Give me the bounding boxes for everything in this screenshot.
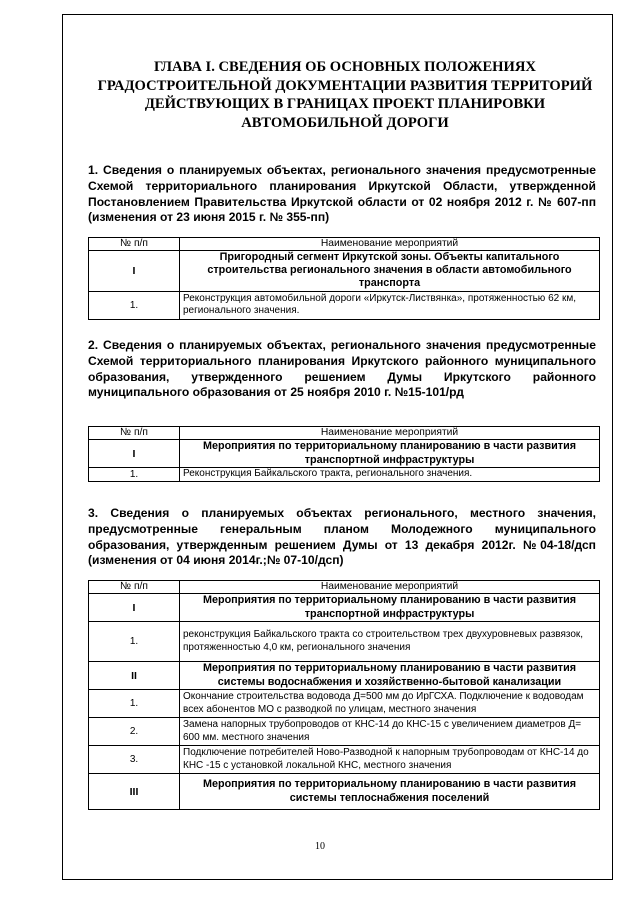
- table-row: [89, 291, 600, 319]
- row-text: Пригородный сегмент Иркутской зоны. Объекты капитального строительства регионального значения в области автомобильного транспорта: [180, 251, 600, 292]
- table-row: [89, 718, 600, 746]
- row-text: реконструкция Байкальского тракта со строительством трех двухуровневых развязок, протяженностью 4,0 км, регионального значения: [180, 622, 600, 662]
- table-row: [89, 690, 600, 718]
- row-text: Замена напорных трубопроводов от КНС-14 до КНС-15 с увеличением диаметров Д= 600 мм. местного значения: [180, 718, 600, 746]
- row-number: I: [89, 594, 180, 622]
- row-number: 1.: [89, 622, 180, 662]
- section-3-heading: 3. Сведения о планируемых объектах регионального, местного значения, предусмотренные генеральным планом Молодежного муниципального образования, утвержденным решением Думы от 13 декабря 2012г. №04-18/дсп (изменения от 04 июня 2014г.;№ 07-10/дсп): [88, 506, 596, 568]
- table-row: [89, 468, 600, 482]
- section-3-table: [88, 580, 600, 810]
- section-2-heading: 2. Сведения о планируемых объектах, регионального значения предусмотренные Схемой территориального планирования Иркутского районного муниципального образования, утвержденного решением Думы Иркутского районного муниципального образования от 25 ноября 2010 г. №15-101/рд: [88, 338, 596, 400]
- row-number: I: [89, 440, 180, 468]
- column-header-name: Наименование мероприятий: [180, 238, 600, 251]
- page-number: 10: [315, 841, 325, 852]
- table-header-row: [89, 581, 600, 594]
- table-row-group: [89, 594, 600, 622]
- table-header-row: [89, 427, 600, 440]
- section-1-heading: 1. Сведения о планируемых объектах, регионального значения предусмотренные Схемой территориального планирования Иркутской Области, утвержденной Постановлением Правительства Иркутской области от 02 ноября 2012 г. № 607-пп (изменения от 23 июня 2015 г. № 355-пп): [88, 163, 596, 225]
- section-1-table: [88, 237, 600, 320]
- table-row: [89, 622, 600, 662]
- column-header-number: № п/п: [89, 427, 180, 440]
- row-number: II: [89, 662, 180, 690]
- row-text: Мероприятия по территориальному планированию в части развития транспортной инфраструктуры: [180, 594, 600, 622]
- table-row-group: [89, 662, 600, 690]
- column-header-number: № п/п: [89, 581, 180, 594]
- column-header-name: Наименование мероприятий: [180, 581, 600, 594]
- chapter-title: ГЛАВА I. СВЕДЕНИЯ ОБ ОСНОВНЫХ ПОЛОЖЕНИЯХ ГРАДОСТРОИТЕЛЬНОЙ ДОКУМЕНТАЦИИ РАЗВИТИЯ ТЕРРИТОРИЙ ДЕЙСТВУЮЩИХ В ГРАНИЦАХ ПРОЕКТ ПЛАНИРОВКИ АВТОМОБИЛЬНОЙ ДОРОГИ: [97, 59, 593, 131]
- row-number: 2.: [89, 718, 180, 746]
- row-text: Реконструкция автомобильной дороги «Иркутск-Листвянка», протяженностью 62 км, регионального значения.: [180, 291, 600, 319]
- row-number: 1.: [89, 291, 180, 319]
- row-number: 1.: [89, 690, 180, 718]
- row-number: 1.: [89, 468, 180, 482]
- table-row-group: [89, 251, 600, 292]
- row-text: Окончание строительства водовода Д=500 мм до ИрГСХА. Подключение к водоводам всех абонентов МО с разводкой по улицам, местного значения: [180, 690, 600, 718]
- section-2-table: [88, 426, 600, 482]
- column-header-number: № п/п: [89, 238, 180, 251]
- table-header-row: [89, 238, 600, 251]
- row-text: Подключение потребителей Ново-Разводной к напорным трубопроводам от КНС-14 до КНС -15 с установкой локальной КНС, местного значения: [180, 746, 600, 774]
- table-row: [89, 746, 600, 774]
- table-row-group: [89, 440, 600, 468]
- row-number: III: [89, 774, 180, 810]
- row-text: Реконструкция Байкальского тракта, регионального значения.: [180, 468, 600, 482]
- column-header-name: Наименование мероприятий: [180, 427, 600, 440]
- row-text: Мероприятия по территориальному планированию в части развития системы водоснабжения и хозяйственно-бытовой канализации: [180, 662, 600, 690]
- table-row-group: [89, 774, 600, 810]
- row-number: 3.: [89, 746, 180, 774]
- row-text: Мероприятия по территориальному планированию в части развития транспортной инфраструктуры: [180, 440, 600, 468]
- row-number: I: [89, 251, 180, 292]
- row-text: Мероприятия по территориальному планированию в части развития системы теплоснабжения поселений: [180, 774, 600, 810]
